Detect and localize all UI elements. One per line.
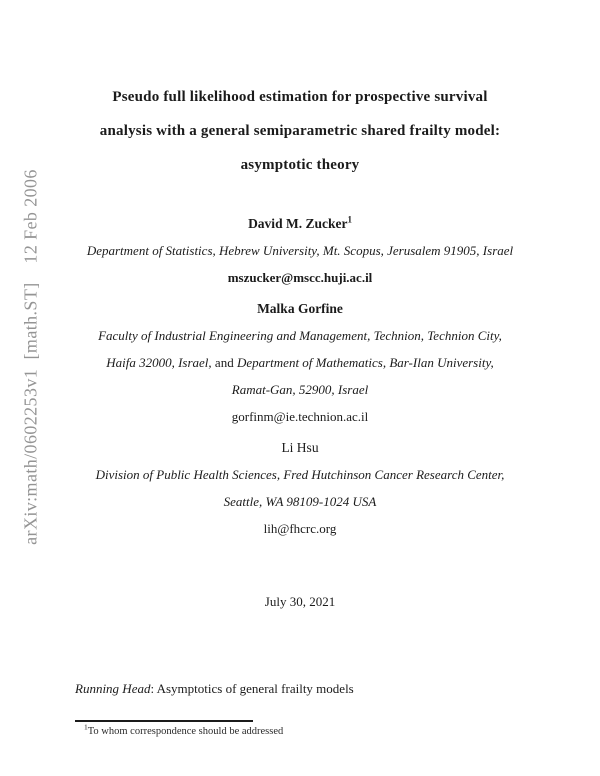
paper-date: July 30, 2021 (264, 594, 336, 609)
author-hsu (40, 434, 560, 542)
affiliation-line: Faculty of Industrial Engineering and Management, Technion, Technion City, (98, 328, 502, 343)
footnote-rule (75, 720, 253, 722)
affiliation-line: Seattle, WA 98109-1024 USA (223, 494, 377, 509)
author-name: Malka Gorfine (257, 301, 343, 316)
affiliation-segment: and (214, 355, 234, 370)
author-email: mszucker@mscc.huji.ac.il (227, 270, 373, 285)
author-list (40, 210, 560, 546)
title-line-2: analysis with a general semiparametric shared frailty model: (99, 123, 501, 139)
running-head-label: Running Head (75, 681, 151, 696)
arxiv-stamp: arXiv:math/0602253v1 [math.ST] 12 Feb 2006 (20, 169, 41, 545)
affiliation-line: Ramat-Gan, 52900, Israel (231, 382, 369, 397)
affiliation-segment: Haifa 32000, Israel, (106, 355, 215, 370)
footnote-marker-ref: 1 (347, 214, 352, 225)
author-name: Li Hsu (281, 440, 319, 455)
running-head (75, 680, 354, 698)
footnote-marker: 1 (84, 722, 88, 732)
affiliation-line: Division of Public Health Sciences, Fred Hutchinson Cancer Research Center, (95, 467, 505, 482)
affiliation-line (40, 349, 560, 376)
author-email: lih@fhcrc.org (263, 521, 337, 536)
title-line-1: Pseudo full likelihood estimation for prospective survival (112, 89, 488, 105)
title-line-3: asymptotic theory (240, 157, 360, 173)
running-head-text: : Asymptotics of general frailty models (150, 681, 354, 696)
author-email: gorfinm@ie.technion.ac.il (231, 409, 369, 424)
paper-title (60, 80, 540, 182)
author-gorfine (40, 295, 560, 430)
affiliation-segment: Department of Mathematics, Bar-Ilan University, (233, 355, 494, 370)
affiliation-line: Department of Statistics, Hebrew University, Mt. Scopus, Jerusalem 91905, Israel (86, 243, 514, 258)
author-name (40, 210, 560, 237)
footnote-body: To whom correspondence should be addressed (87, 726, 284, 737)
author-zucker (40, 210, 560, 291)
footnote-text (75, 722, 525, 738)
footnote (75, 720, 525, 738)
author-name-text: David M. Zucker (248, 216, 348, 231)
